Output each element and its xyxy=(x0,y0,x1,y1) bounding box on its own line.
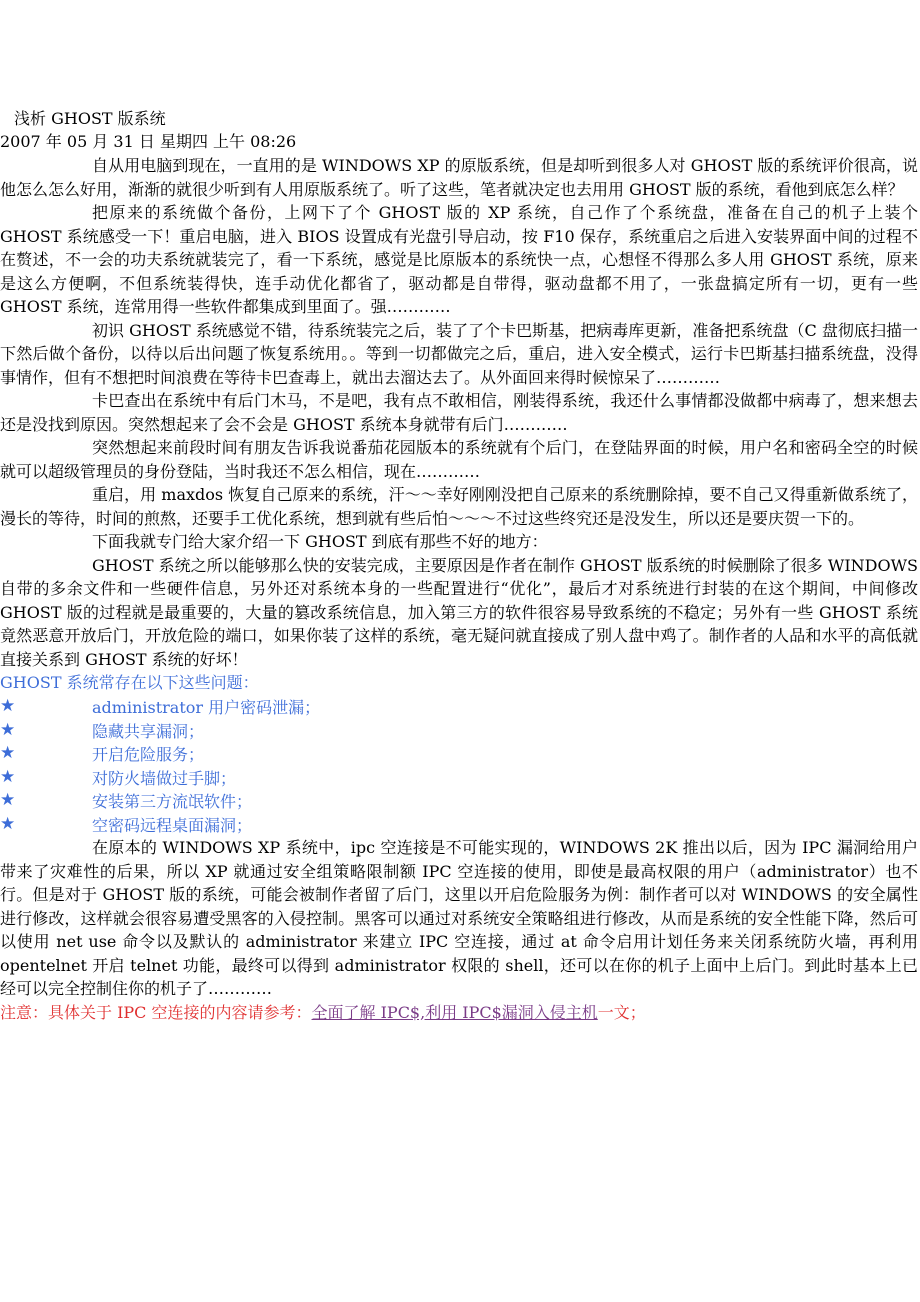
list-item xyxy=(0,813,920,837)
reference-link[interactable]: 全面了解 IPC$,利用 IPC$漏洞入侵主机 xyxy=(311,1002,598,1022)
problems-heading: GHOST 系统常存在以下这些问题： xyxy=(0,673,259,692)
post-date: 2007 年 05 月 31 日 星期四 上午 08:26 xyxy=(0,132,297,151)
list-item xyxy=(0,695,920,719)
list-item-label: administrator 用户密码泄漏； xyxy=(92,698,321,718)
paragraph: 把原来的系统做个备份，上网下了个 GHOST 版的 XP 系统，自己作了个系统盘，准备在自己的机子上装个 GHOST 系统感受一下！重启电脑，进入 BIOS 设置成有光盘引导启动，按 F10 保存，系统重启之后进入安装界面中间的过程不在赘述，不一会的功夫系统就装完了，看一下系统，感觉是比原版本的系统快一点，心想怪不得那么多人用 GHOST 系统，原来是这么方便啊，不但系统装得快，连手动优化都省了，驱动都是自带得，驱动盘都不用了，一张盘搞定所有一切，更有一些 GHOST 系统，连常用得一些软件都集成到里面了。强………… xyxy=(0,203,918,316)
paragraph: 突然想起来前段时间有朋友告诉我说番茄花园版本的系统就有个后门，在登陆界面的时候，用户名和密码全空的时候就可以超级管理员的身份登陆，当时我还不怎么相信，现在………… xyxy=(0,438,918,481)
document-title: 浅析 GHOST 版系统 xyxy=(14,109,166,128)
list-item xyxy=(0,719,920,743)
list-item xyxy=(0,789,920,813)
reference-note xyxy=(0,1001,920,1025)
paragraph: 重启，用 maxdos 恢复自己原来的系统，汗～～幸好刚刚没把自己原来的系统删除掉，要不自己又得重新做系统了，漫长的等待，时间的煎熬，还要手工优化系统，想到就有些后怕～～～不过这些终究还是没发生，所以还是要庆贺一下的。 xyxy=(0,485,918,528)
paragraph: 卡巴查出在系统中有后门木马，不是吧，我有点不敢相信，刚装得系统，我还什么事情都没做都中病毒了，想来想去还是没找到原因。突然想起来了会不会是 GHOST 系统本身就带有后门………… xyxy=(0,391,918,434)
list-item-label: 空密码远程桌面漏洞； xyxy=(92,815,253,835)
star-icon: ★ xyxy=(0,696,16,716)
paragraph: 下面我就专门给大家介绍一下 GHOST 到底有那些不好的地方： xyxy=(92,532,548,551)
note-prefix: 注意：具体关于 IPC 空连接的内容请参考： xyxy=(0,1002,312,1022)
closing-paragraph: 在原本的 WINDOWS XP 系统中，ipc 空连接是不可能实现的，WINDOWS 2K 推出以后，因为 IPC 漏洞给用户带来了灾难性的后果，所以 XP 就通过安全组策略限制额 IPC 空连接的使用，即使是最高权限的用户（administrator）也不行。但是对于 GHOST 版的系统，可能会被制作者留了后门，这里以开启危险服务为例：制作者可以对 WINDOWS 的安全属性进行修改，这样就会很容易遭受黑客的入侵控制。黑客可以通过对系统安全策略组进行修改，从而是系统的安全性能下降，然后可以使用 net use 命令以及默认的 administrator 来建立 IPC 空连接，通过 at 命令启用计划任务来关闭系统防火墙，再利用 opentelnet 开启 telnet 功能，最终可以得到 administrator 权限的 shell，还可以在你的机子上面中上后门。到此时基本上已经可以完全控制住你的机子了………… xyxy=(0,838,918,998)
paragraph: 初识 GHOST 系统感觉不错，待系统装完之后，装了了个卡巴斯基，把病毒库更新，准备把系统盘（C 盘彻底扫描一下然后做个备份，以待以后出问题了恢复系统用。。等到一切都做完之后，重启，进入安全模式，运行卡巴斯基扫描系统盘，没得事情作，但有不想把时间浪费在等待卡巴查毒上，就出去溜达去了。从外面回来得时候惊呆了………… xyxy=(0,320,918,387)
paragraph: 自从用电脑到现在，一直用的是 WINDOWS XP 的原版系统，但是却听到很多人对 GHOST 版的系统评价很高，说他怎么怎么好用，渐渐的就很少听到有人用原版系统了。听了这些，笔者就决定也去用用 GHOST 版的系统，看他到底怎么样？ xyxy=(0,156,918,199)
star-icon: ★ xyxy=(0,719,16,740)
star-icon: ★ xyxy=(0,790,16,810)
list-item xyxy=(0,766,920,790)
list-item-label: 开启危险服务； xyxy=(92,745,205,765)
document-page xyxy=(0,108,920,1025)
star-icon: ★ xyxy=(0,813,16,834)
star-icon: ★ xyxy=(0,766,16,787)
list-item xyxy=(0,742,920,766)
star-icon: ★ xyxy=(0,743,16,763)
list-item-label: 对防火墙做过手脚； xyxy=(92,768,237,788)
note-suffix: 一文； xyxy=(597,1002,646,1022)
list-item-label: 安装第三方流氓软件； xyxy=(92,792,253,812)
list-item-label: 隐藏共享漏洞； xyxy=(92,721,205,741)
problems-list xyxy=(0,695,920,836)
paragraph: GHOST 系统之所以能够那么快的安装完成，主要原因是作者在制作 GHOST 版系统的时候删除了很多 WINDOWS 自带的多余文件和一些硬件信息，另外还对系统本身的一些配置进行“优化”，最后才对系统进行封装的在这个期间，中间修改 GHOST 版的过程就是最重要的，大量的篡改系统信息，加入第三方的软件很容易导致系统的不稳定；另外有一些 GHOST 系统竟然恶意开放后门，开放危险的端口，如果你装了这样的系统，毫无疑问就直接成了别人盘中鸡了。制作者的人品和水平的高低就直接关系到 GHOST 系统的好坏！ xyxy=(0,555,918,669)
